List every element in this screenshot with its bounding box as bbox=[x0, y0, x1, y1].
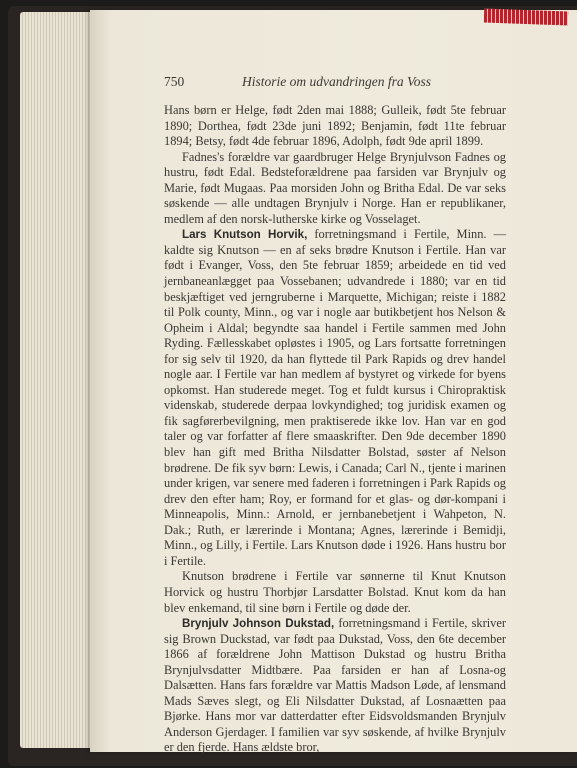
paragraph-text: Fadnes's forældre var gaardbruger Helge Brynjulvson Fadnes og hustru, født Edal. Bedsteforældrene paa farsiden var Brynjulv og Marie, født Mugaas. Paa morsiden John og Britha Edal. De var seks søskende — alle undtagen Brynjulv i Norge. Han er republikaner, medlem af den norsk-lutherske kirke og Vosselaget. bbox=[164, 149, 506, 226]
paragraph-3 bbox=[164, 227, 506, 569]
paragraph-text: Knutson brødrene i Fertile var sønnerne til Knut Knutson Horvick og hustru Thorbjør Larsdatter Bolstad. Knut kom da han blev enkemand, til sine børn i Fertile og døde der. bbox=[164, 569, 506, 615]
bookmark-ribbon bbox=[484, 9, 568, 26]
entry-name: Lars Knutson Horvik, bbox=[182, 228, 308, 242]
paragraph-text: forretningsmand i Fertile, skriver sig Brown Duckstad, var født paa Dukstad, Voss, den 6te december 1866 af forældrene John Mattison Dukstad og hustru Britha Brynjulvsdatter Midtbære. Paa farsiden er han af Losna-og Dalsætten. Hans fars forældre var Mattis Madson Løde, af lensmand Mads Sæves slegt, og Eli Nilsdatter Dukstad, af Losnaætten paa Bjørke. Hans mor var datterdatter efter Eidsvoldsmanden Brynjulv Anderson Gjerdager. I familien var syv søskende, af hvilke Brynjulv er den fjerde. Hans ældste bror, bbox=[164, 616, 506, 755]
body-text bbox=[164, 103, 506, 756]
paragraph-5 bbox=[164, 616, 506, 756]
entry-name: Brynjulv Johnson Dukstad, bbox=[182, 617, 335, 631]
page-edges bbox=[20, 12, 94, 748]
paragraph-2 bbox=[164, 150, 506, 228]
paragraph-text: Hans børn er Helge, født 2den mai 1888; Gulleik, født 5te februar 1890; Dorthea, født 23de juni 1892; Benjamin, født 11te februar 1894; Betsy, født 4de februar 1896, Adolph, født 9de april 1899. bbox=[164, 103, 506, 149]
paragraph-1 bbox=[164, 103, 506, 150]
page-number: 750 bbox=[164, 74, 185, 89]
paragraph-4 bbox=[164, 569, 506, 616]
paragraph-text: forretningsmand i Fertile, Minn. — kaldte sig Knutson — en af seks brødre Knutson i Fertile. Han var født i Evanger, Voss, den 5te februar 1859; arbeidede en tid ved jernbaneanlægget paa Vossebanen; udvandrede i 1880; var en tid beskjæftiget ved jerngruberne i Marquette, Michigan; reiste i 1882 til Polk county, Minn., og var i nogle aar butikbetjent hos Nelson & Opheim i Aldal; begyndte saa handel i Fertile sammen med John Ryding. Fællesskabet opløstes i 1905, og Lars fortsatte forretningen for sig selv til 1920, da han flyttede til Park Rapids og drev handel nogle aar. I Fertile var han medlem af bystyret og virkede for byens opkomst. Han studerede meget. Tog et fuldt kursus i Chiropraktisk videnskab, studerede derpaa lovkyndighed; tog juridisk examen og fik sagførerbevilgning, men praktiserede ikke lov. Han var en god taler og var forfatter af flere smaaskrifter. Den 9de december 1890 blev han gift med Britha Nilsdatter Bolstad, søster af Nelson brødrene. De fik syv børn: Lewis, i Canada; Carl N., tjente i marinen under krigen, var senere med faderen i forretningen i Park Rapids og drev den efter ham; Roy, er formand for et glas- og dør-kompani i Minneapolis, Minn.: Arnold, er jernbanebetjent i Wahpeton, N. Dak.; Ruth, er lærerinde i Montana; Agnes, lærerinde i Bemidji, Minn., og Lilly, i Fertile. Lars Knutson døde i 1926. Hans hustru bor i Fertile. bbox=[164, 227, 507, 568]
running-title: Historie om udvandringen fra Voss bbox=[242, 74, 431, 89]
